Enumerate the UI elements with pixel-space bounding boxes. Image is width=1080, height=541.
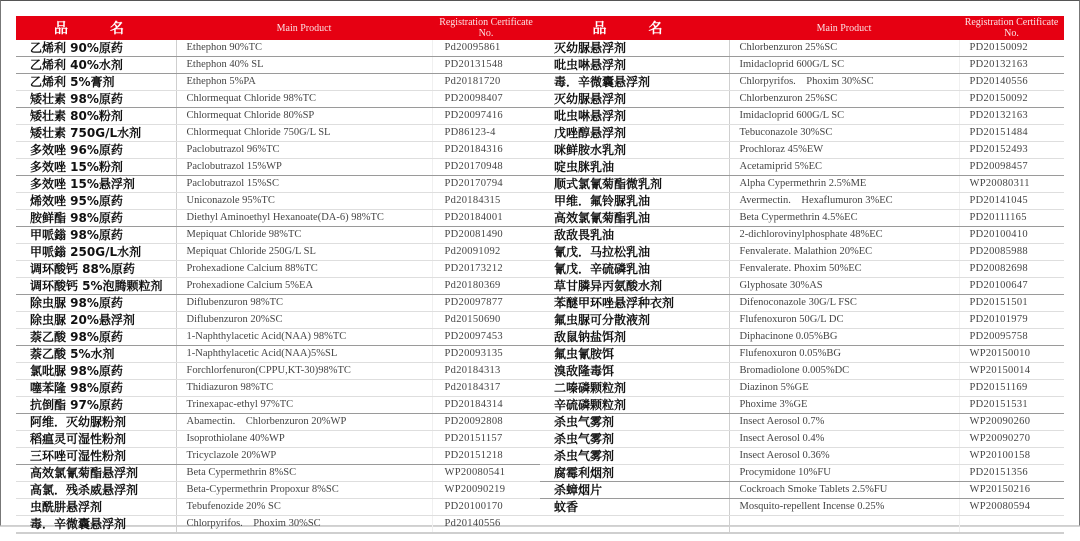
table-row: [540, 397, 1064, 414]
main-product: Diflubenzuron 98%TC: [176, 295, 432, 312]
table-row: [16, 329, 540, 346]
table-row: [540, 193, 1064, 210]
registration-no: WP20080541: [432, 465, 540, 482]
main-product: Avermectin. Hexaflumuron 3%EC: [729, 193, 959, 210]
product-name: 烯效唑 95%原药: [16, 193, 176, 210]
product-name: 虫酰肼悬浮剂: [16, 499, 176, 516]
product-name: 吡虫啉悬浮剂: [540, 108, 729, 125]
registration-no: PD20151484: [959, 125, 1064, 142]
product-name: 敌鼠钠盐饵剂: [540, 329, 729, 346]
product-name: 灭幼脲悬浮剂: [540, 91, 729, 108]
product-name: 杀蟑烟片: [540, 482, 729, 499]
main-product: Paclobutrazol 96%TC: [176, 142, 432, 159]
main-product: Isoprothiolane 40%WP: [176, 431, 432, 448]
registration-no: Pd20140556: [432, 516, 540, 534]
main-product: Difenoconazole 30G/L FSC: [729, 295, 959, 312]
product-name: 溴敌隆毒饵: [540, 363, 729, 380]
product-name: 高效氯氰菊酯悬浮剂: [16, 465, 176, 482]
table-row: [16, 244, 540, 261]
registration-no: PD20150092: [959, 91, 1064, 108]
registration-no: Pd20184317: [432, 380, 540, 397]
table-row: [540, 329, 1064, 346]
registration-no: WP20080311: [959, 176, 1064, 193]
main-product: Cockroach Smoke Tablets 2.5%FU: [729, 482, 959, 499]
main-product: Diazinon 5%GE: [729, 380, 959, 397]
main-product: Alpha Cypermethrin 2.5%ME: [729, 176, 959, 193]
table-row: [16, 448, 540, 465]
table-header-row: [540, 16, 1064, 40]
registration-no: PD20098457: [959, 159, 1064, 176]
product-name: 甲哌鎓 98%原药: [16, 227, 176, 244]
registration-no: PD20152493: [959, 142, 1064, 159]
table-row: [16, 431, 540, 448]
main-product: Insect Aerosol 0.36%: [729, 448, 959, 465]
registration-no: PD20184314: [432, 397, 540, 414]
product-name: 腐霉利烟剂: [540, 465, 729, 482]
product-name: 除虫脲 98%原药: [16, 295, 176, 312]
main-product: Prochloraz 45%EW: [729, 142, 959, 159]
registration-no: Pd20180369: [432, 278, 540, 295]
table-row: [540, 244, 1064, 261]
main-product: Bromadiolone 0.005%DC: [729, 363, 959, 380]
table-row: [16, 159, 540, 176]
registration-no: PD20085988: [959, 244, 1064, 261]
table-row: [540, 431, 1064, 448]
registration-no: PD20132163: [959, 108, 1064, 125]
main-product: Fenvalerate. Phoxim 50%EC: [729, 261, 959, 278]
table-row: [16, 312, 540, 329]
main-product: Flufenoxuron 0.05%BG: [729, 346, 959, 363]
main-product: Thidiazuron 98%TC: [176, 380, 432, 397]
table-row: [540, 57, 1064, 74]
product-name: 苯醚甲环唑悬浮种衣剂: [540, 295, 729, 312]
table-row: [16, 465, 540, 482]
header-registration-no: Registration Certificate No.: [959, 16, 1064, 40]
product-name: 氯吡脲 98%原药: [16, 363, 176, 380]
main-product: Forchlorfenuron(CPPU,KT-30)98%TC: [176, 363, 432, 380]
main-product: Beta Cypermethrin 4.5%EC: [729, 210, 959, 227]
registration-no: PD20093135: [432, 346, 540, 363]
table-row: [540, 448, 1064, 465]
main-product: Imidacloprid 600G/L SC: [729, 108, 959, 125]
main-product: Abamectin. Chlorbenzuron 20%WP: [176, 414, 432, 431]
table-row: [540, 261, 1064, 278]
product-name: 噻苯隆 98%原药: [16, 380, 176, 397]
registration-no: PD20184316: [432, 142, 540, 159]
main-product: Ethephon 90%TC: [176, 40, 432, 57]
registration-no: PD20151157: [432, 431, 540, 448]
table-row: [540, 346, 1064, 363]
product-name: 戊唑醇悬浮剂: [540, 125, 729, 142]
product-name: 多效唑 96%原药: [16, 142, 176, 159]
registration-no: Pd20181720: [432, 74, 540, 91]
registration-no: WP20150010: [959, 346, 1064, 363]
main-product: Mosquito-repellent Incense 0.25%: [729, 499, 959, 516]
main-product: Procymidone 10%FU: [729, 465, 959, 482]
product-name: 二嗪磷颗粒剂: [540, 380, 729, 397]
registration-no: WP20150014: [959, 363, 1064, 380]
product-name: 灭幼脲悬浮剂: [540, 40, 729, 57]
table-row: [16, 57, 540, 74]
product-name: 氟虫氰胺饵: [540, 346, 729, 363]
registration-no: PD20132163: [959, 57, 1064, 74]
product-name: 高效氯氰菊酯乳油: [540, 210, 729, 227]
table-row: [540, 482, 1064, 499]
registration-no: PD20092808: [432, 414, 540, 431]
main-product: Fenvalerate. Malathion 20%EC: [729, 244, 959, 261]
product-name: 甲维．氟铃脲乳油: [540, 193, 729, 210]
table-row: [16, 414, 540, 431]
registration-no: PD20140556: [959, 74, 1064, 91]
product-name: 胺鲜酯 98%原药: [16, 210, 176, 227]
table-row: [540, 295, 1064, 312]
table-row: [540, 516, 1064, 534]
registration-no: PD20097453: [432, 329, 540, 346]
table-row: [16, 176, 540, 193]
table-row: [16, 91, 540, 108]
product-table-left: [16, 16, 540, 534]
table-row: [16, 74, 540, 91]
registration-no: PD20101979: [959, 312, 1064, 329]
main-product: Diphacinone 0.05%BG: [729, 329, 959, 346]
product-name: [540, 516, 729, 534]
main-product: Chlorpyrifos. Phoxim 30%SC: [729, 74, 959, 91]
product-name: 甲哌鎓 250G/L水剂: [16, 244, 176, 261]
registration-no: PD86123-4: [432, 125, 540, 142]
table-row: [540, 227, 1064, 244]
main-product: Insect Aerosol 0.4%: [729, 431, 959, 448]
product-name: 乙烯利 90%原药: [16, 40, 176, 57]
registration-no: PD20082698: [959, 261, 1064, 278]
registration-no: PD20151531: [959, 397, 1064, 414]
main-product: Tebufenozide 20% SC: [176, 499, 432, 516]
product-name: 氟虫脲可分散液剂: [540, 312, 729, 329]
registration-no: WP20090270: [959, 431, 1064, 448]
table-row: [16, 227, 540, 244]
product-name: 乙烯利 40%水剂: [16, 57, 176, 74]
product-name: 三环唑可湿性粉剂: [16, 448, 176, 465]
product-name: 多效唑 15%粉剂: [16, 159, 176, 176]
product-name: 矮壮素 80%粉剂: [16, 108, 176, 125]
table-row: [540, 159, 1064, 176]
main-product: Tricyclazole 20%WP: [176, 448, 432, 465]
main-product: Ethephon 40% SL: [176, 57, 432, 74]
product-name: 辛硫磷颗粒剂: [540, 397, 729, 414]
main-product: Imidacloprid 600G/L SC: [729, 57, 959, 74]
registration-no: PD20151501: [959, 295, 1064, 312]
main-product: Tebuconazole 30%SC: [729, 125, 959, 142]
product-name: 杀虫气雾剂: [540, 431, 729, 448]
table-row: [16, 397, 540, 414]
main-product: Prohexadione Calcium 5%EA: [176, 278, 432, 295]
main-product: Acetamiprid 5%EC: [729, 159, 959, 176]
registration-no: WP20090260: [959, 414, 1064, 431]
table-row: [540, 142, 1064, 159]
product-table-right: [540, 16, 1064, 534]
registration-no: PD20131548: [432, 57, 540, 74]
main-product: Chlormequat Chloride 750G/L SL: [176, 125, 432, 142]
main-product: Chlorbenzuron 25%SC: [729, 40, 959, 57]
table-row: [16, 193, 540, 210]
table-row: [540, 125, 1064, 142]
main-product: Beta-Cypermethrin Propoxur 8%SC: [176, 482, 432, 499]
registration-no: PD20081490: [432, 227, 540, 244]
product-name: 萘乙酸 5%水剂: [16, 346, 176, 363]
main-product: Chlorbenzuron 25%SC: [729, 91, 959, 108]
main-product: Chlorpyrifos. Phoxim 30%SC: [176, 516, 432, 534]
table-row: [16, 499, 540, 516]
product-name: 矮壮素 750G/L水剂: [16, 125, 176, 142]
table-row: [16, 108, 540, 125]
product-name: 调环酸钙 88%原药: [16, 261, 176, 278]
main-product: 1-Naphthylacetic Acid(NAA)5%SL: [176, 346, 432, 363]
registration-no: Pd20184313: [432, 363, 540, 380]
table-row: [16, 516, 540, 534]
product-name: 草甘膦异丙氨酸水剂: [540, 278, 729, 295]
main-product: Beta Cypermethrin 8%SC: [176, 465, 432, 482]
table-row: [540, 499, 1064, 516]
main-product: Mepiquat Chloride 98%TC: [176, 227, 432, 244]
header-registration-no: Registration Certificate No.: [432, 16, 540, 40]
product-name: 敌敌畏乳油: [540, 227, 729, 244]
table-row: [16, 363, 540, 380]
registration-no: PD20151218: [432, 448, 540, 465]
registration-no: PD20150092: [959, 40, 1064, 57]
main-product: Diethyl Aminoethyl Hexanoate(DA-6) 98%TC: [176, 210, 432, 227]
table-row: [540, 414, 1064, 431]
table-row: [540, 74, 1064, 91]
main-product: Chlormequat Chloride 80%SP: [176, 108, 432, 125]
table-row: [540, 91, 1064, 108]
table-row: [16, 380, 540, 397]
registration-no: Pd20184315: [432, 193, 540, 210]
registration-no: Pd20095861: [432, 40, 540, 57]
product-name: 高氯．残杀威悬浮剂: [16, 482, 176, 499]
registration-no: PD20170948: [432, 159, 540, 176]
registration-no: PD20111165: [959, 210, 1064, 227]
product-name: 矮壮素 98%原药: [16, 91, 176, 108]
main-product: Ethephon 5%PA: [176, 74, 432, 91]
product-name: 阿维．灭幼脲粉剂: [16, 414, 176, 431]
registration-no: WP20100158: [959, 448, 1064, 465]
product-name: 毒．辛微囊悬浮剂: [16, 516, 176, 534]
main-product: Phoxime 3%GE: [729, 397, 959, 414]
product-name: 啶虫脒乳油: [540, 159, 729, 176]
registration-no: Pd20091092: [432, 244, 540, 261]
registration-no: Pd20150690: [432, 312, 540, 329]
header-name: 品 名: [540, 16, 729, 40]
main-product: Glyphosate 30%AS: [729, 278, 959, 295]
product-name: 萘乙酸 98%原药: [16, 329, 176, 346]
main-product: [729, 516, 959, 534]
table-row: [540, 210, 1064, 227]
header-main-product: Main Product: [176, 16, 432, 40]
product-name: 多效唑 15%悬浮剂: [16, 176, 176, 193]
registration-no: PD20098407: [432, 91, 540, 108]
product-name: 杀虫气雾剂: [540, 414, 729, 431]
table-row: [16, 210, 540, 227]
table-row: [16, 125, 540, 142]
header-name: 品 名: [16, 16, 176, 40]
registration-no: PD20095758: [959, 329, 1064, 346]
table-row: [16, 346, 540, 363]
main-product: Uniconazole 95%TC: [176, 193, 432, 210]
table-row: [540, 176, 1064, 193]
main-product: Prohexadione Calcium 88%TC: [176, 261, 432, 278]
registration-no: PD20100170: [432, 499, 540, 516]
table-row: [540, 380, 1064, 397]
main-product: Flufenoxuron 50G/L DC: [729, 312, 959, 329]
main-product: 1-Naphthylacetic Acid(NAA) 98%TC: [176, 329, 432, 346]
product-name: 毒．辛微囊悬浮剂: [540, 74, 729, 91]
main-product: Paclobutrazol 15%WP: [176, 159, 432, 176]
product-name: 除虫脲 20%悬浮剂: [16, 312, 176, 329]
main-product: Chlormequat Chloride 98%TC: [176, 91, 432, 108]
product-name: 咪鲜胺水乳剂: [540, 142, 729, 159]
registration-no: PD20170794: [432, 176, 540, 193]
product-name: 调环酸钙 5%泡腾颗粒剂: [16, 278, 176, 295]
product-name: 乙烯利 5%膏剂: [16, 74, 176, 91]
registration-no: WP20150216: [959, 482, 1064, 499]
product-name: 氰戊．马拉松乳油: [540, 244, 729, 261]
product-name: 吡虫啉悬浮剂: [540, 57, 729, 74]
table-row: [540, 312, 1064, 329]
registration-no: PD20097877: [432, 295, 540, 312]
registration-no: PD20151169: [959, 380, 1064, 397]
product-name: 稻瘟灵可湿性粉剂: [16, 431, 176, 448]
registration-no: WP20090219: [432, 482, 540, 499]
main-product: Paclobutrazol 15%SC: [176, 176, 432, 193]
main-product: 2-dichlorovinylphosphate 48%EC: [729, 227, 959, 244]
registration-no: PD20184001: [432, 210, 540, 227]
registration-no: PD20151356: [959, 465, 1064, 482]
main-product: Trinexapac-ethyl 97%TC: [176, 397, 432, 414]
main-product: Insect Aerosol 0.7%: [729, 414, 959, 431]
table-row: [16, 295, 540, 312]
registration-no: [959, 516, 1064, 534]
registration-no: PD20100647: [959, 278, 1064, 295]
registration-no: PD20173212: [432, 261, 540, 278]
registration-no: PD20141045: [959, 193, 1064, 210]
table-row: [16, 278, 540, 295]
table-row: [540, 278, 1064, 295]
registration-no: PD20097416: [432, 108, 540, 125]
product-name: 氰戊．辛硫磷乳油: [540, 261, 729, 278]
registration-no: PD20100410: [959, 227, 1064, 244]
table-row: [540, 363, 1064, 380]
main-product: Mepiquat Chloride 250G/L SL: [176, 244, 432, 261]
table-row: [16, 261, 540, 278]
table-row: [16, 142, 540, 159]
header-main-product: Main Product: [729, 16, 959, 40]
main-product: Diflubenzuron 20%SC: [176, 312, 432, 329]
product-name: 顺式氯氰菊酯微乳剂: [540, 176, 729, 193]
table-row: [540, 465, 1064, 482]
product-name: 杀虫气雾剂: [540, 448, 729, 465]
product-name: 蚊香: [540, 499, 729, 516]
product-name: 抗倒酯 97%原药: [16, 397, 176, 414]
registration-no: WP20080594: [959, 499, 1064, 516]
table-row: [540, 40, 1064, 57]
table-row: [16, 40, 540, 57]
table-row: [540, 108, 1064, 125]
table-row: [16, 482, 540, 499]
table-header-row: [16, 16, 540, 40]
